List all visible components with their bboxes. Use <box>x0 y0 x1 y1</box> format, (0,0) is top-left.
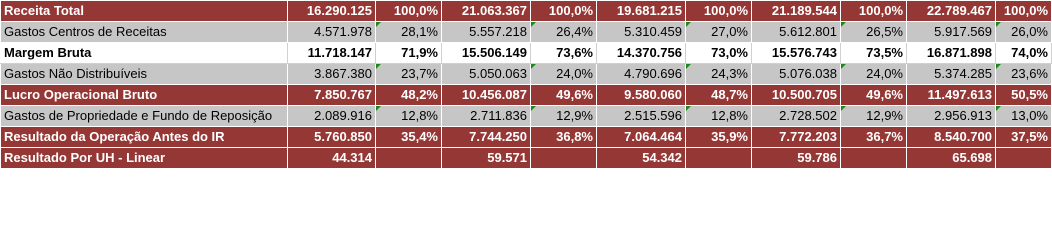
value-cell[interactable]: 16.871.898 <box>907 43 996 64</box>
percent-cell[interactable]: 24,0% <box>841 64 907 85</box>
percent-cell[interactable]: 73,5% <box>841 43 907 64</box>
percent-cell[interactable] <box>996 148 1052 169</box>
percent-cell[interactable]: 26,5% <box>841 22 907 43</box>
percent-cell[interactable]: 74,0% <box>996 43 1052 64</box>
percent-cell[interactable]: 100,0% <box>376 1 442 22</box>
percent-cell[interactable]: 36,8% <box>531 127 597 148</box>
value-cell[interactable]: 2.728.502 <box>752 106 841 127</box>
value-cell[interactable]: 5.310.459 <box>597 22 686 43</box>
value-cell[interactable]: 65.698 <box>907 148 996 169</box>
value-cell[interactable]: 44.314 <box>288 148 376 169</box>
value-cell[interactable]: 59.571 <box>442 148 531 169</box>
percent-cell[interactable]: 12,8% <box>376 106 442 127</box>
percent-cell[interactable]: 26,4% <box>531 22 597 43</box>
value-cell[interactable]: 5.557.218 <box>442 22 531 43</box>
row-label[interactable]: Resultado da Operação Antes do IR <box>1 127 288 148</box>
percent-cell[interactable]: 26,0% <box>996 22 1052 43</box>
row-label[interactable]: Margem Bruta <box>1 43 288 64</box>
value-cell[interactable]: 5.374.285 <box>907 64 996 85</box>
table-row <box>1 43 1052 64</box>
value-cell[interactable]: 8.540.700 <box>907 127 996 148</box>
percent-cell[interactable]: 12,8% <box>686 106 752 127</box>
value-cell[interactable]: 22.789.467 <box>907 1 996 22</box>
percent-cell[interactable]: 100,0% <box>686 1 752 22</box>
percent-cell[interactable]: 13,0% <box>996 106 1052 127</box>
percent-cell[interactable]: 23,7% <box>376 64 442 85</box>
value-cell[interactable]: 11.718.147 <box>288 43 376 64</box>
percent-cell[interactable]: 71,9% <box>376 43 442 64</box>
value-cell[interactable]: 14.370.756 <box>597 43 686 64</box>
table-row <box>1 148 1052 169</box>
value-cell[interactable]: 59.786 <box>752 148 841 169</box>
percent-cell[interactable]: 50,5% <box>996 85 1052 106</box>
value-cell[interactable]: 15.576.743 <box>752 43 841 64</box>
percent-cell[interactable] <box>841 148 907 169</box>
value-cell[interactable]: 5.076.038 <box>752 64 841 85</box>
percent-cell[interactable] <box>376 148 442 169</box>
percent-cell[interactable]: 37,5% <box>996 127 1052 148</box>
value-cell[interactable]: 4.790.696 <box>597 64 686 85</box>
value-cell[interactable]: 2.711.836 <box>442 106 531 127</box>
percent-cell[interactable]: 49,6% <box>841 85 907 106</box>
value-cell[interactable]: 5.612.801 <box>752 22 841 43</box>
percent-cell[interactable] <box>531 148 597 169</box>
percent-cell[interactable]: 35,9% <box>686 127 752 148</box>
value-cell[interactable]: 54.342 <box>597 148 686 169</box>
value-cell[interactable]: 15.506.149 <box>442 43 531 64</box>
percent-cell[interactable]: 100,0% <box>531 1 597 22</box>
percent-cell[interactable]: 100,0% <box>841 1 907 22</box>
value-cell[interactable]: 7.744.250 <box>442 127 531 148</box>
value-cell[interactable]: 2.089.916 <box>288 106 376 127</box>
value-cell[interactable]: 5.050.063 <box>442 64 531 85</box>
percent-cell[interactable]: 100,0% <box>996 1 1052 22</box>
table-row <box>1 1 1052 22</box>
percent-cell[interactable]: 48,2% <box>376 85 442 106</box>
percent-cell[interactable]: 73,0% <box>686 43 752 64</box>
percent-cell[interactable]: 73,6% <box>531 43 597 64</box>
value-cell[interactable]: 11.497.613 <box>907 85 996 106</box>
percent-cell[interactable]: 24,0% <box>531 64 597 85</box>
row-label[interactable]: Gastos de Propriedade e Fundo de Reposição <box>1 106 288 127</box>
value-cell[interactable]: 19.681.215 <box>597 1 686 22</box>
value-cell[interactable]: 10.456.087 <box>442 85 531 106</box>
row-label[interactable]: Receita Total <box>1 1 288 22</box>
value-cell[interactable]: 7.064.464 <box>597 127 686 148</box>
value-cell[interactable]: 21.189.544 <box>752 1 841 22</box>
table-row <box>1 85 1052 106</box>
percent-cell[interactable]: 23,6% <box>996 64 1052 85</box>
value-cell[interactable]: 7.772.203 <box>752 127 841 148</box>
value-cell[interactable]: 2.956.913 <box>907 106 996 127</box>
percent-cell[interactable]: 12,9% <box>531 106 597 127</box>
value-cell[interactable]: 5.917.569 <box>907 22 996 43</box>
value-cell[interactable]: 7.850.767 <box>288 85 376 106</box>
value-cell[interactable]: 10.500.705 <box>752 85 841 106</box>
row-label[interactable]: Lucro Operacional Bruto <box>1 85 288 106</box>
table-row <box>1 106 1052 127</box>
row-label[interactable]: Gastos Centros de Receitas <box>1 22 288 43</box>
row-label[interactable]: Resultado Por UH - Linear <box>1 148 288 169</box>
value-cell[interactable]: 16.290.125 <box>288 1 376 22</box>
table-row <box>1 64 1052 85</box>
percent-cell[interactable]: 36,7% <box>841 127 907 148</box>
row-label[interactable]: Gastos Não Distribuíveis <box>1 64 288 85</box>
value-cell[interactable]: 3.867.380 <box>288 64 376 85</box>
value-cell[interactable]: 9.580.060 <box>597 85 686 106</box>
percent-cell[interactable]: 35,4% <box>376 127 442 148</box>
percent-cell[interactable]: 27,0% <box>686 22 752 43</box>
percent-cell[interactable]: 12,9% <box>841 106 907 127</box>
table-row <box>1 127 1052 148</box>
table-body <box>1 1 1052 169</box>
percent-cell[interactable]: 24,3% <box>686 64 752 85</box>
percent-cell[interactable]: 49,6% <box>531 85 597 106</box>
value-cell[interactable]: 21.063.367 <box>442 1 531 22</box>
percent-cell[interactable]: 48,7% <box>686 85 752 106</box>
value-cell[interactable]: 5.760.850 <box>288 127 376 148</box>
percent-cell[interactable]: 28,1% <box>376 22 442 43</box>
value-cell[interactable]: 4.571.978 <box>288 22 376 43</box>
percent-cell[interactable] <box>686 148 752 169</box>
value-cell[interactable]: 2.515.596 <box>597 106 686 127</box>
table-row <box>1 22 1052 43</box>
